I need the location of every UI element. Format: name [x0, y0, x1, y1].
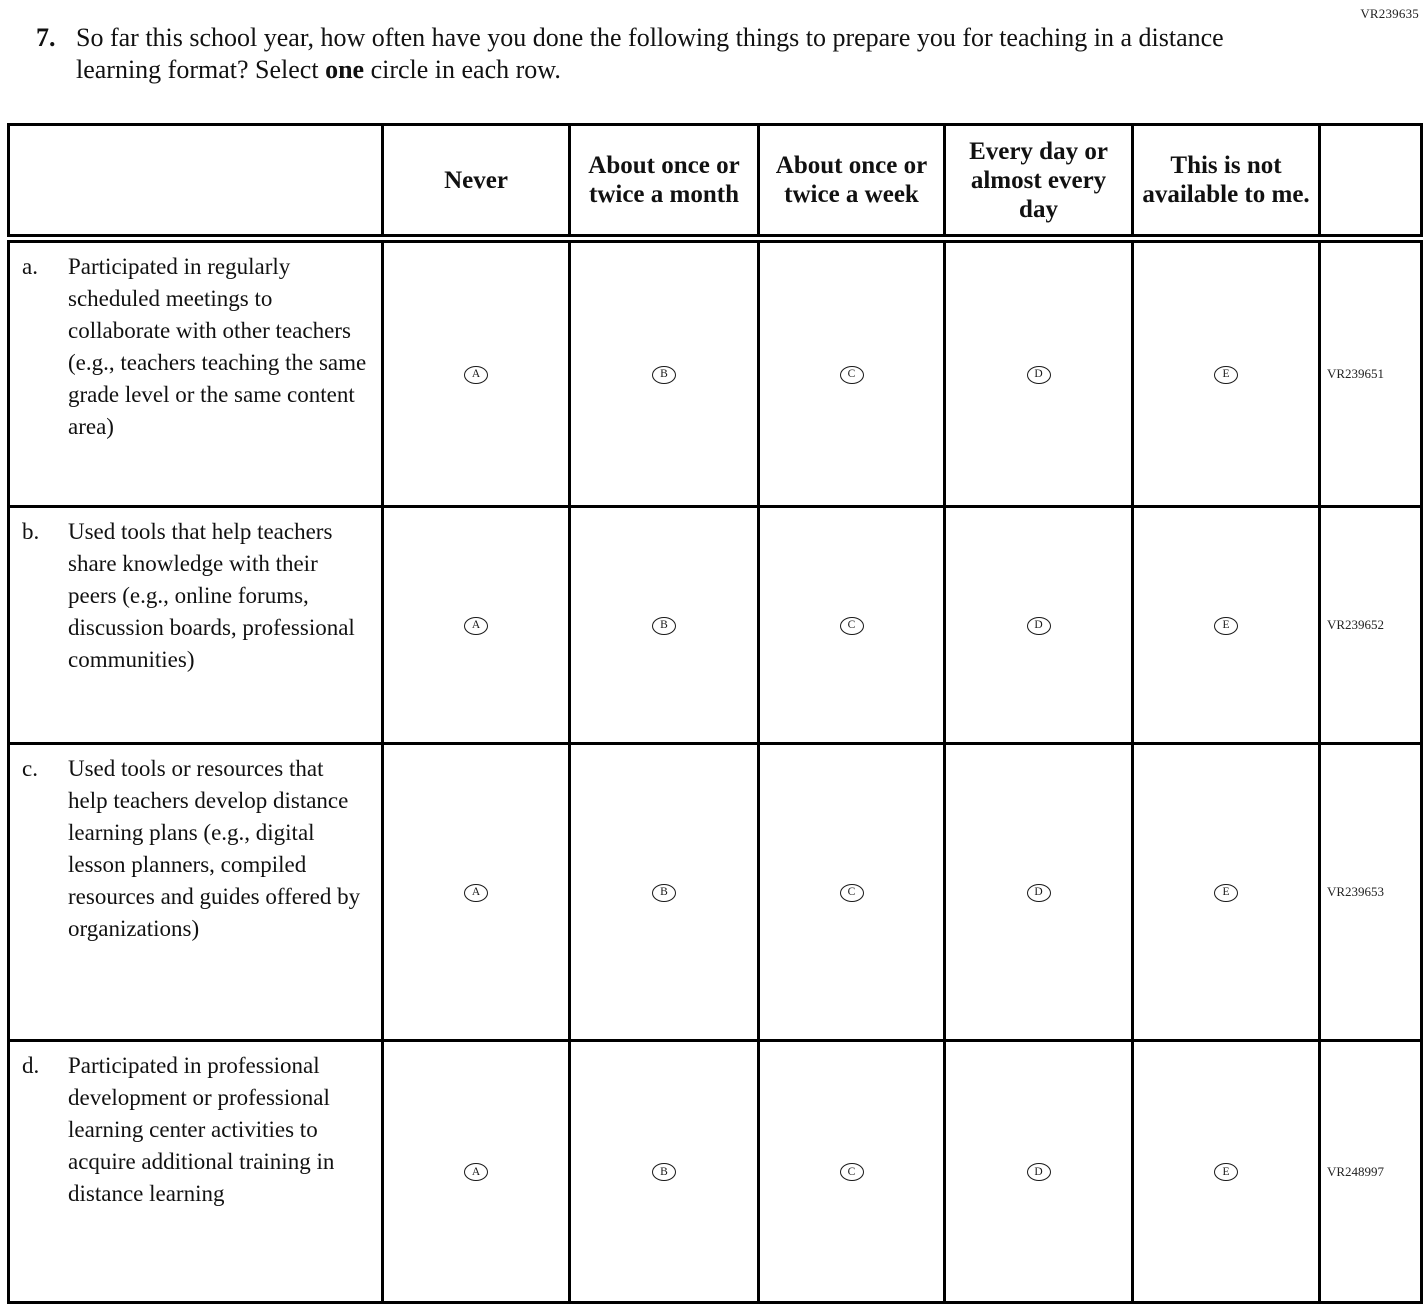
row-d-text: Participated in professional development or professional learning center activities to acquire additional training in distance learning — [68, 1053, 335, 1206]
question-7 — [36, 22, 1286, 86]
bubble-b-C[interactable]: C — [840, 617, 864, 635]
row-c-cell-week — [759, 744, 945, 1041]
bubble-c-A[interactable]: A — [464, 884, 488, 902]
bubble-b-B[interactable]: B — [652, 617, 676, 635]
table-row-a — [9, 239, 1422, 507]
header-blank-stem — [9, 125, 383, 239]
row-a-cell-never — [383, 239, 570, 507]
bubble-b-A[interactable]: A — [464, 617, 488, 635]
header-row — [9, 125, 1422, 239]
bubble-c-C[interactable]: C — [840, 884, 864, 902]
bubble-c-E[interactable]: E — [1214, 884, 1238, 902]
row-c-label: c. — [22, 756, 38, 781]
row-a-text: Participated in regularly scheduled meetings to collaborate with other teachers (e.g., teachers teaching the same grade level or the same content area) — [68, 254, 367, 439]
bubble-d-E[interactable]: E — [1214, 1163, 1238, 1181]
row-b-label: b. — [22, 519, 40, 544]
row-d-stem — [9, 1041, 383, 1303]
question-number: 7. — [36, 23, 56, 52]
row-d-cell-everyday — [945, 1041, 1133, 1303]
bubble-b-E[interactable]: E — [1214, 617, 1238, 635]
bubble-d-A[interactable]: A — [464, 1163, 488, 1181]
row-a-label: a. — [22, 254, 38, 279]
bubble-d-C[interactable]: C — [840, 1163, 864, 1181]
header-once-twice-week: About once or twice a week — [759, 125, 945, 239]
bubble-a-C[interactable]: C — [840, 366, 864, 384]
row-c-cell-never — [383, 744, 570, 1041]
bubble-c-B[interactable]: B — [652, 884, 676, 902]
row-b-cell-never — [383, 507, 570, 744]
row-b-code: VR239652 — [1320, 507, 1422, 744]
bubble-d-B[interactable]: B — [652, 1163, 676, 1181]
row-d-label: d. — [22, 1053, 40, 1078]
row-a-code: VR239651 — [1320, 239, 1422, 507]
question-text-start: So far this school year, how often have you done the following things to prepare you for teaching in a distance learning format? Select — [76, 23, 1224, 84]
row-a-cell-notavailable — [1133, 239, 1320, 507]
row-a-cell-week — [759, 239, 945, 507]
row-b-cell-everyday — [945, 507, 1133, 744]
row-c-cell-everyday — [945, 744, 1133, 1041]
row-d-cell-month — [570, 1041, 759, 1303]
row-d-cell-week — [759, 1041, 945, 1303]
row-d-cell-notavailable — [1133, 1041, 1320, 1303]
question-text-bold: one — [325, 55, 365, 84]
bubble-a-A[interactable]: A — [464, 366, 488, 384]
table-row-b — [9, 507, 1422, 744]
row-c-cell-notavailable — [1133, 744, 1320, 1041]
question-text — [76, 22, 1241, 86]
row-c-text: Used tools or resources that help teachers develop distance learning plans (e.g., digital lesson planners, compiled resources and guides offered by organizations) — [68, 756, 361, 941]
row-d-cell-never — [383, 1041, 570, 1303]
header-never: Never — [383, 125, 570, 239]
row-a-cell-month — [570, 239, 759, 507]
header-once-twice-month: About once or twice a month — [570, 125, 759, 239]
bubble-a-B[interactable]: B — [652, 366, 676, 384]
header-blank-code — [1320, 125, 1422, 239]
page-code: VR239635 — [1360, 6, 1419, 21]
bubble-c-D[interactable]: D — [1027, 884, 1051, 902]
row-d-code: VR248997 — [1320, 1041, 1422, 1303]
row-b-stem — [9, 507, 383, 744]
row-b-cell-month — [570, 507, 759, 744]
row-b-cell-notavailable — [1133, 507, 1320, 744]
row-c-cell-month — [570, 744, 759, 1041]
row-a-stem — [9, 239, 383, 507]
row-c-code: VR239653 — [1320, 744, 1422, 1041]
row-b-cell-week — [759, 507, 945, 744]
bubble-a-D[interactable]: D — [1027, 366, 1051, 384]
bubble-d-D[interactable]: D — [1027, 1163, 1051, 1181]
table-row-c — [9, 744, 1422, 1041]
header-not-available: This is not available to me. — [1133, 125, 1320, 239]
header-every-day: Every day or almost every day — [945, 125, 1133, 239]
row-a-cell-everyday — [945, 239, 1133, 507]
table-row-d — [9, 1041, 1422, 1303]
bubble-b-D[interactable]: D — [1027, 617, 1051, 635]
response-grid — [7, 123, 1423, 1304]
question-text-end: circle in each row. — [364, 55, 561, 84]
bubble-a-E[interactable]: E — [1214, 366, 1238, 384]
row-b-text: Used tools that help teachers share knowledge with their peers (e.g., online forums, discussion boards, professional communities) — [68, 519, 355, 672]
row-c-stem — [9, 744, 383, 1041]
